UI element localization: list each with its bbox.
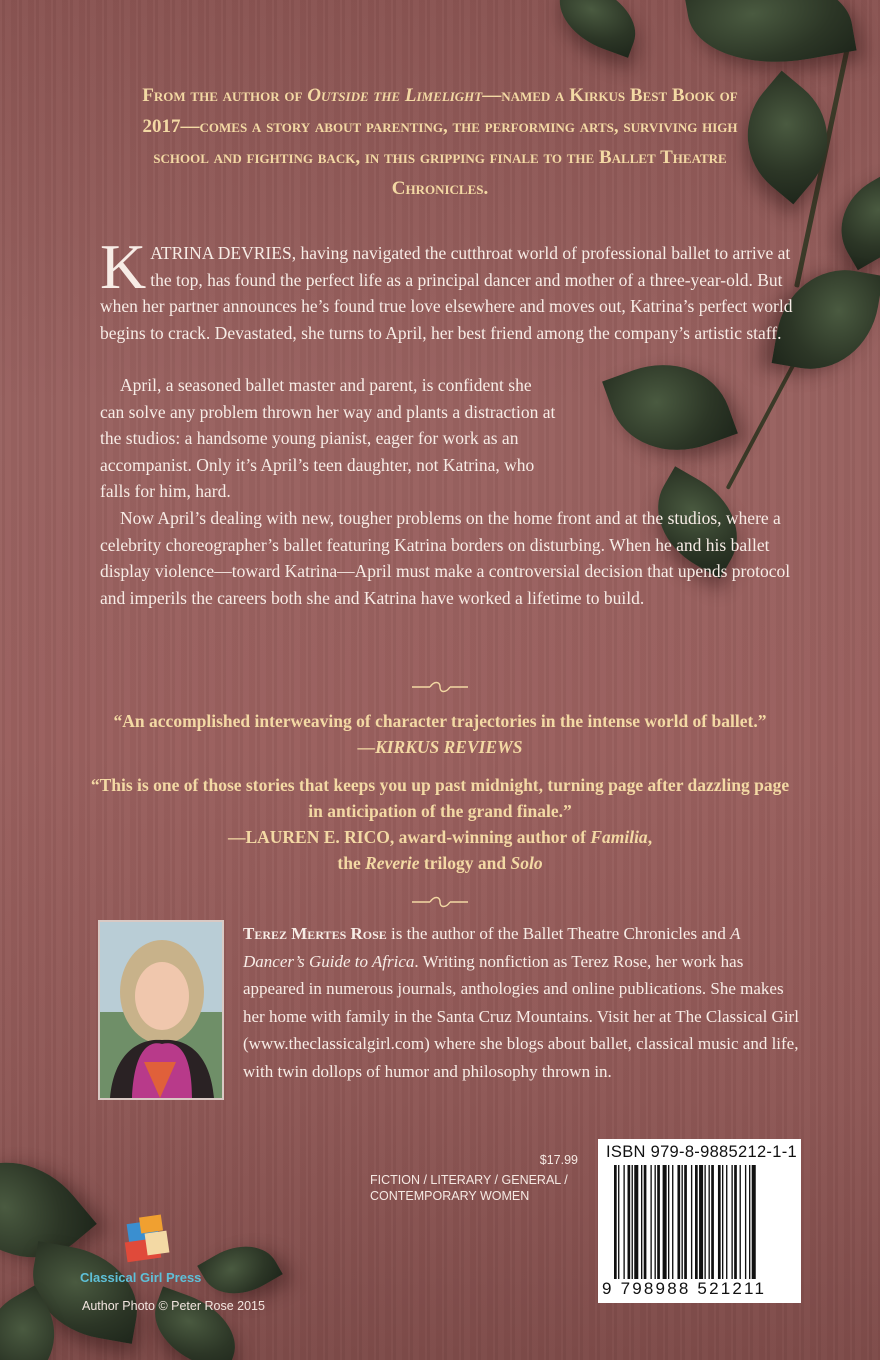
publisher-name: Classical Girl Press — [80, 1270, 202, 1285]
barcode-digits: 9 798988 521211 — [602, 1279, 767, 1298]
author-photo — [100, 922, 222, 1098]
photo-credit: Author Photo © Peter Rose 2015 — [82, 1299, 265, 1313]
author-bio: Terez Mertes Rose is the author of the Ballet Theatre Chronicles and A Dancer’s Guide to Africa. Writing nonfiction as Terez Rose, her work has appeared in numerous journals, anthologies and online publications. She makes her home with family in the Santa Cruz Mountains. Visit her at The Classical Girl (www.theclassicalgirl.com) where she blogs about ballet, classical music and life, with twin dollops of humor and philosophy thrown in. — [243, 924, 799, 1081]
synopsis-paragraph-2: April, a seasoned ballet master and parent, is confident she can solve any problem thrown her way and plants a distraction at the studios: a handsome young pianist, eager for work as an accompanist. Only it’s April’s teen daughter, not Katrina, who falls for him, hard. — [100, 375, 556, 501]
tagline: From the author of Outside the Limelight—named a Kirkus Best Book of 2017—comes a story about parenting, the performing arts, surviving high school and fighting back, in this gripping finale to the Ballet Theatre Chronicles. — [142, 85, 738, 199]
review-quote-kirkus: “An accomplished interweaving of character trajectories in the intense world of ballet.” —KIRKUS REVIEWS — [113, 711, 767, 757]
ornament-divider-icon — [410, 680, 470, 694]
category-line-1: FICTION / LITERARY / GENERAL / — [370, 1173, 568, 1187]
review-quote-rico: “This is one of those stories that keeps you up past midnight, turning page after dazzling page in anticipation of the grand finale.” —LAUREN E. RICO, award-winning author of Familia, the Reverie trilogy and Solo — [90, 775, 790, 873]
author-name: Terez Mertes Rose — [243, 924, 387, 943]
isbn-barcode — [598, 1139, 801, 1303]
isbn-number: ISBN 979-8-9885212-1-1 — [606, 1143, 797, 1161]
drop-cap: K — [100, 231, 147, 302]
synopsis-paragraph-3: Now April’s dealing with new, tougher problems on the home front and at the studios, where a celebrity choreographer’s ballet featuring Katrina borders on disturbing. When he and his ballet display violence—toward Katrina—April must make a controversial decision that upends protocol and imperils the careers both she and Katrina have worked a lifetime to build. — [100, 508, 791, 608]
barcode-icon — [614, 1165, 790, 1281]
synopsis-paragraph-1: KATRINA DEVRIES, having navigated the cutthroat world of professional ballet to arrive at the top, has found the perfect life as a principal dancer and mother of a three-year-old. But when her partner announces he’s found true love elsewhere and moves out, Katrina’s perfect world begins to crack. Devastated, she turns to April, her best friend among the company’s artistic staff. — [100, 231, 793, 343]
category-line-2: CONTEMPORARY WOMEN — [370, 1189, 530, 1203]
ornament-divider-icon — [410, 895, 470, 909]
tagline-book-title: Outside the Limelight — [307, 85, 483, 106]
review-source: —KIRKUS REVIEWS — [357, 737, 523, 757]
price: $17.99 — [539, 1153, 578, 1167]
price-block — [370, 1152, 578, 1204]
